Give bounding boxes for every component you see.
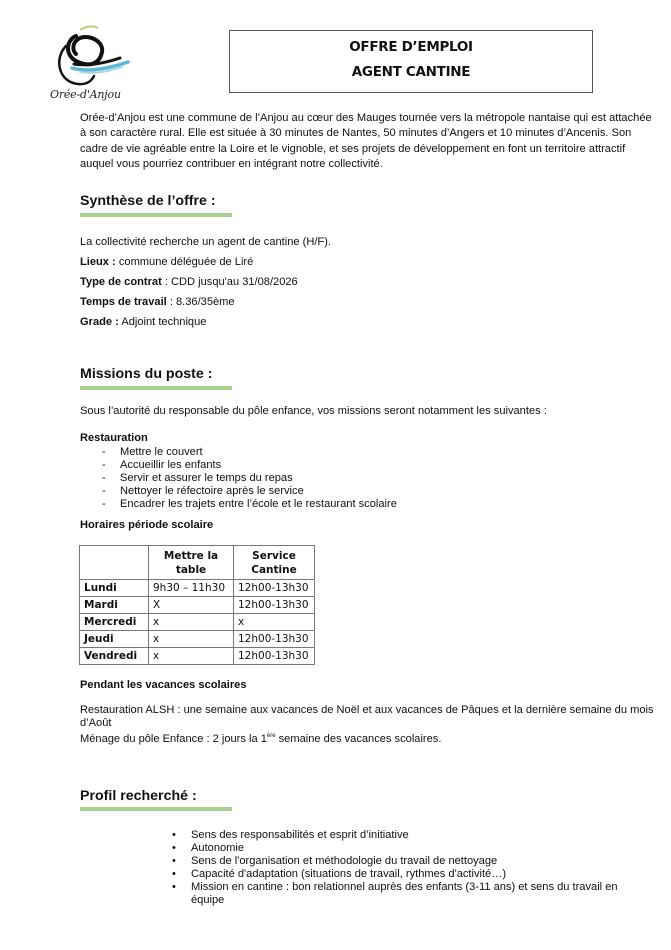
profil-list	[172, 829, 642, 907]
field-value: : 8.36/35ème	[166, 296, 235, 308]
table-cell: x	[149, 614, 234, 631]
section-title-missions: Missions du poste :	[80, 366, 213, 382]
list-item: - Nettoyer le réfectoire après le service	[102, 485, 304, 497]
table-cell: 12h00-13h30	[234, 631, 315, 648]
table-header-cell: Service Cantine	[234, 546, 315, 580]
vacances-title: Pendant les vacances scolaires	[80, 679, 247, 691]
list-item: • Mission en cantine : bon relationnel auprès des enfants (3-11 ans) et sens du travail en équipe	[172, 881, 618, 906]
title-job-name: AGENT CANTINE	[351, 64, 471, 80]
list-item: - Mettre le couvert	[102, 446, 203, 458]
synthese-sentence: La collectivité recherche un agent de cantine (H/F).	[80, 236, 331, 248]
title-offre-emploi: OFFRE D’EMPLOI	[349, 39, 473, 55]
field-type-contrat	[80, 276, 298, 288]
horaires-table	[79, 545, 315, 665]
dash-bullet-icon: -	[102, 472, 106, 484]
table-cell: 12h00-13h30	[234, 580, 315, 597]
section-title-profil: Profil recherché :	[80, 788, 197, 804]
vacances-menage: Ménage du pôle Enfance : 2 jours la 1ère semaine des vacances scolaires.	[80, 733, 442, 745]
table-cell: 12h00-13h30	[234, 597, 315, 614]
vacances-text	[80, 704, 660, 746]
section-underline	[80, 213, 232, 217]
table-cell: X	[149, 597, 234, 614]
bullet-icon: •	[172, 868, 176, 880]
section-underline	[80, 807, 232, 811]
dash-bullet-icon: -	[102, 498, 106, 510]
table-cell: x	[149, 631, 234, 648]
table-cell-day: Mercredi	[80, 614, 149, 631]
logo-text: Orée-d'Anjou	[50, 88, 121, 101]
dash-bullet-icon: -	[102, 446, 106, 458]
intro-paragraph: Orée-d’Anjou est une commune de l’Anjou au cœur des Mauges tournée vers la métropole nantaise qui est attachée à son caractère rural. Elle est située à 30 minutes de Nantes, 50 minutes d’Angers et 10 minutes d’Ancenis. Son cadre de vie agréable entre la Loire et le vignoble, et ses projets de développement en font un territoire attractif auquel vous pourriez contribuer en intégrant notre collectivité.	[80, 112, 652, 171]
field-temps-travail	[80, 296, 235, 308]
table-row	[80, 614, 315, 631]
field-label: Grade :	[80, 316, 119, 328]
dash-bullet-icon: -	[102, 485, 106, 497]
table-cell: 12h00-13h30	[234, 648, 315, 665]
field-lieux	[80, 256, 253, 268]
bullet-icon: •	[172, 881, 176, 893]
oree-danjou-logo	[46, 22, 136, 107]
restauration-list	[80, 446, 397, 511]
title-box	[229, 30, 593, 93]
missions-intro: Sous l’autorité du responsable du pôle enfance, vos missions seront notamment les suivantes :	[80, 405, 547, 417]
list-item: • Sens de l'organisation et méthodologie du travail de nettoyage	[172, 855, 498, 867]
table-cell-day: Vendredi	[80, 648, 149, 665]
table-row	[80, 631, 315, 648]
field-value: : CDD jusqu'au 31/08/2026	[161, 276, 298, 288]
table-header-cell	[80, 546, 149, 580]
field-value: Adjoint technique	[118, 316, 207, 328]
horaires-title: Horaires période scolaire	[80, 519, 214, 531]
field-label: Type de contrat	[80, 276, 162, 288]
table-cell-day: Jeudi	[80, 631, 149, 648]
section-title-synthese: Synthèse de l’offre :	[80, 193, 216, 209]
field-grade	[80, 316, 206, 328]
list-item: • Sens des responsabilités et esprit d’initiative	[172, 829, 409, 841]
vacances-restauration: Restauration ALSH : une semaine aux vacances de Noël et aux vacances de Pâques et la dernière semaine du mois d’Août	[80, 704, 654, 729]
table-cell: 9h30 – 11h30	[149, 580, 234, 597]
bullet-icon: •	[172, 829, 176, 841]
table-header-cell: Mettre la table	[149, 546, 234, 580]
list-item: • Capacité d'adaptation (situations de travail, rythmes d'activité…)	[172, 868, 507, 880]
list-item: - Encadrer les trajets entre l’école et le restaurant scolaire	[102, 498, 397, 510]
dash-bullet-icon: -	[102, 459, 106, 471]
field-label: Lieux :	[80, 256, 116, 268]
bullet-icon: •	[172, 842, 176, 854]
list-item: - Servir et assurer le temps du repas	[102, 472, 293, 484]
list-item: • Autonomie	[172, 842, 245, 854]
table-row	[80, 597, 315, 614]
restauration-title: Restauration	[80, 432, 148, 444]
table-row	[80, 580, 315, 597]
table-row	[80, 648, 315, 665]
logo-swirl-icon	[46, 22, 136, 90]
bullet-icon: •	[172, 855, 176, 867]
table-cell-day: Lundi	[80, 580, 149, 597]
field-label: Temps de travail	[80, 296, 167, 308]
table-cell: x	[234, 614, 315, 631]
field-value: commune déléguée de Liré	[115, 256, 254, 268]
section-underline	[80, 386, 232, 390]
table-cell-day: Mardi	[80, 597, 149, 614]
table-header-row	[80, 546, 315, 580]
list-item: - Accueillir les enfants	[102, 459, 222, 471]
table-cell: x	[149, 648, 234, 665]
